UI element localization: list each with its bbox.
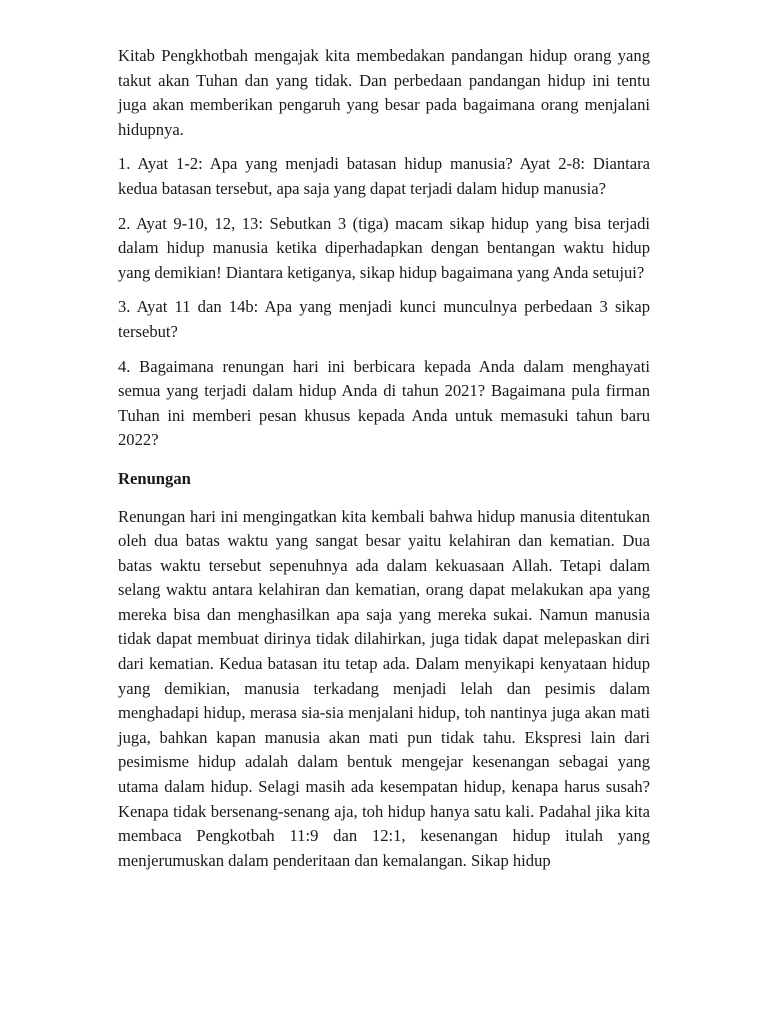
section-heading: Renungan: [118, 468, 191, 488]
question-3: 3. Ayat 11 dan 14b: Apa yang menjadi kunci munculnya perbedaan 3 sikap tersebut?: [118, 297, 650, 341]
intro-paragraph: Kitab Pengkhotbah mengajak kita membedakan pandangan hidup orang yang takut akan Tuhan dan yang tidak. Dan perbedaan pandangan hidup ini tentu juga akan memberikan pengaruh yang besar pada bagaimana orang menjalani hidupnya.: [118, 46, 650, 139]
document-page: [118, 44, 650, 883]
question-2: 2. Ayat 9-10, 12, 13: Sebutkan 3 (tiga) macam sikap hidup yang bisa terjadi dalam hidup manusia ketika diperhadapkan dengan bentangan waktu hidup yang demikian! Diantara ketiganya, sikap hidup bagaimana yang Anda setujui?: [118, 213, 650, 282]
question-1: 1. Ayat 1-2: Apa yang menjadi batasan hidup manusia? Ayat 2-8: Diantara kedua batasan tersebut, apa saja yang dapat terjadi dalam hidup manusia?: [118, 154, 650, 198]
body-paragraph: Renungan hari ini mengingatkan kita kembali bahwa hidup manusia ditentukan oleh dua batas waktu yang sangat besar yaitu kelahiran dan kematian. Dua batas waktu tersebut sepenuhnya ada dalam kekuasaan Allah. Tetapi dalam selang waktu antara kelahiran dan kematian, orang dapat melakukan apa yang mereka bisa dan menghasilkan apa saja yang mereka sukai. Namun manusia tidak dapat membuat dirinya tidak dilahirkan, juga tidak dapat melepaskan diri dari kematian. Kedua batasan itu tetap ada. Dalam menyikapi kenyataan hidup yang demikian, manusia terkadang menjadi lelah dan pesimis dalam menghadapi hidup, merasa sia-sia menjalani hidup, toh nantinya juga akan mati juga, bahkan kapan manusia akan mati pun tidak tahu. Ekspresi lain dari pesimisme hidup adalah dalam bentuk mengejar kesenangan sebagai yang utama dalam hidup. Selagi masih ada kesempatan hidup, kenapa harus susah? Kenapa tidak bersenang-senang aja, toh hidup hanya satu kali. Padahal jika kita membaca Pengkotbah 11:9 dan 12:1, kesenangan hidup itulah yang menjerumuskan dalam penderitaan dan kemalangan. Sikap hidup: [118, 506, 650, 870]
question-4: 4. Bagaimana renungan hari ini berbicara kepada Anda dalam menghayati semua yang terjadi dalam hidup Anda di tahun 2021? Bagaimana pula firman Tuhan ini memberi pesan khusus kepada Anda untuk memasuki tahun baru 2022?: [118, 356, 650, 450]
